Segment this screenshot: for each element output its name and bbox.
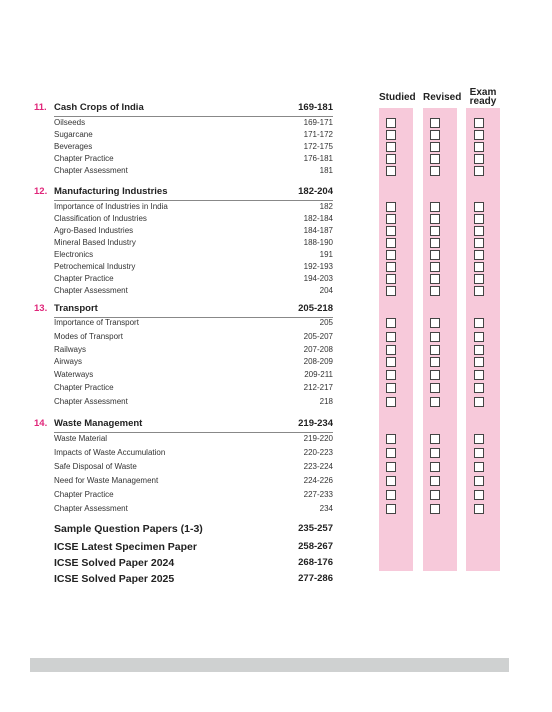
revised-checkbox[interactable] [430,383,440,393]
studied-checkbox[interactable] [386,214,396,224]
chapter-title: Waste Management [54,418,143,429]
topic-pages: 220-223 [303,448,333,457]
exam-ready-checkbox[interactable] [474,370,484,380]
topic-label: Safe Disposal of Waste [54,462,137,471]
topic-label: Waterways [54,370,94,379]
studied-checkbox[interactable] [386,357,396,367]
topic-pages: 207-208 [303,345,333,354]
exam-ready-checkbox[interactable] [474,226,484,236]
exam-ready-checkbox[interactable] [474,274,484,284]
chapter-divider [54,116,333,117]
exam-ready-checkbox[interactable] [474,383,484,393]
extra-section-pages: 258-267 [298,541,333,552]
extra-section-pages: 235-257 [298,523,333,534]
studied-checkbox[interactable] [386,345,396,355]
chapter-divider [54,432,333,433]
studied-checkbox[interactable] [386,370,396,380]
exam-ready-checkbox[interactable] [474,357,484,367]
topic-pages: 184-187 [303,226,333,235]
topic-label: Chapter Practice [54,274,114,283]
exam-ready-checkbox[interactable] [474,345,484,355]
topic-label: Petrochemical Industry [54,262,136,271]
studied-checkbox[interactable] [386,130,396,140]
topic-pages: 172-175 [303,142,333,151]
extra-section-title: ICSE Solved Paper 2025 [54,573,175,585]
exam-ready-checkbox[interactable] [474,434,484,444]
revised-checkbox[interactable] [430,397,440,407]
exam-ready-column-header [466,88,500,106]
studied-checkbox[interactable] [386,202,396,212]
topic-label: Agro-Based Industries [54,226,134,235]
chapter-title: Transport [54,303,98,314]
chapter-divider [54,200,333,201]
exam-ready-checkbox[interactable] [474,214,484,224]
exam-ready-checkbox[interactable] [474,166,484,176]
exam-ready-checkbox[interactable] [474,118,484,128]
exam-ready-checkbox[interactable] [474,142,484,152]
revised-checkbox[interactable] [430,332,440,342]
studied-checkbox[interactable] [386,448,396,458]
topic-pages: 209-211 [304,370,333,379]
topic-label: Airways [54,357,83,366]
revised-checkbox[interactable] [430,262,440,272]
topic-pages: 194-203 [303,274,333,283]
exam-ready-checkbox[interactable] [474,490,484,500]
chapter-number: 13. [34,303,48,314]
exam-ready-checkbox[interactable] [474,504,484,514]
exam-ready-checkbox[interactable] [474,262,484,272]
revised-checkbox[interactable] [430,238,440,248]
revised-checkbox[interactable] [430,462,440,472]
extra-section-title: ICSE Latest Specimen Paper [54,541,197,553]
exam-ready-checkbox[interactable] [474,397,484,407]
topic-pages: 219-220 [303,434,333,443]
chapter-pages: 205-218 [298,303,333,314]
exam-ready-checkbox[interactable] [474,332,484,342]
studied-checkbox[interactable] [386,262,396,272]
topic-pages: 227-233 [303,490,333,499]
studied-checkbox[interactable] [386,154,396,164]
topic-label: Chapter Assessment [54,286,128,295]
topic-label: Beverages [54,142,93,151]
studied-checkbox[interactable] [386,142,396,152]
chapter-title: Manufacturing Industries [54,186,168,197]
topic-label: Chapter Practice [54,490,114,499]
topic-pages: 205-207 [303,332,333,341]
topic-label: Electronics [54,250,94,259]
revised-checkbox[interactable] [430,202,440,212]
revised-checkbox[interactable] [430,118,440,128]
exam-ready-checkbox[interactable] [474,286,484,296]
revised-checkbox[interactable] [430,274,440,284]
revised-checkbox[interactable] [430,434,440,444]
topic-pages: 191 [319,250,333,259]
topic-label: Modes of Transport [54,332,123,341]
topic-label: Chapter Practice [54,154,114,163]
revised-checkbox[interactable] [430,130,440,140]
revised-checkbox[interactable] [430,357,440,367]
topic-pages: 205 [319,318,333,327]
exam-ready-checkbox[interactable] [474,154,484,164]
topic-pages: 224-226 [303,476,333,485]
revised-checkbox[interactable] [430,345,440,355]
topic-pages: 169-171 [303,118,333,127]
topic-label: Mineral Based Industry [54,238,136,247]
exam-ready-checkbox[interactable] [474,318,484,328]
topic-label: Waste Material [54,434,108,443]
extra-section-pages: 268-176 [298,557,333,568]
topic-label: Classification of Industries [54,214,147,223]
topic-label: Importance of Industries in India [54,202,168,211]
exam-ready-checkbox[interactable] [474,238,484,248]
revised-checkbox[interactable] [430,476,440,486]
topic-pages: 208-209 [303,357,333,366]
topic-label: Need for Waste Management [54,476,159,485]
chapter-pages: 182-204 [298,186,333,197]
exam-ready-line2: ready [469,96,497,107]
chapter-pages: 219-234 [298,418,333,429]
revised-checkbox[interactable] [430,166,440,176]
chapter-number: 12. [34,186,48,197]
exam-ready-checkbox[interactable] [474,250,484,260]
revised-checkbox[interactable] [430,318,440,328]
exam-ready-checkbox[interactable] [474,476,484,486]
revised-checkbox[interactable] [430,250,440,260]
revised-checkbox[interactable] [430,154,440,164]
topic-pages: 218 [319,397,333,406]
revised-checkbox[interactable] [430,286,440,296]
exam-ready-checkbox[interactable] [474,202,484,212]
studied-checkbox[interactable] [386,226,396,236]
chapter-pages: 169-181 [298,102,333,113]
revised-checkbox[interactable] [430,504,440,514]
topic-label: Chapter Assessment [54,504,128,513]
topic-pages: 204 [319,286,333,295]
studied-checkbox[interactable] [386,397,396,407]
studied-checkbox[interactable] [386,118,396,128]
exam-ready-checkbox[interactable] [474,462,484,472]
studied-checkbox[interactable] [386,274,396,284]
topic-pages: 212-217 [303,383,333,392]
topic-pages: 181 [319,166,333,175]
topic-pages: 234 [319,504,333,513]
topic-label: Impacts of Waste Accumulation [54,448,166,457]
studied-checkbox[interactable] [386,166,396,176]
studied-column-header: Studied [379,92,416,103]
revised-checkbox[interactable] [430,214,440,224]
revised-column-band [423,108,457,571]
topic-label: Chapter Assessment [54,397,128,406]
topic-pages: 171-172 [303,130,333,139]
exam-ready-checkbox[interactable] [474,448,484,458]
revised-checkbox[interactable] [430,448,440,458]
studied-column-band [379,108,413,571]
topic-label: Chapter Assessment [54,166,128,175]
studied-checkbox[interactable] [386,286,396,296]
studied-checkbox[interactable] [386,332,396,342]
topic-pages: 182 [319,202,333,211]
studied-checkbox[interactable] [386,476,396,486]
revised-checkbox[interactable] [430,226,440,236]
exam-ready-checkbox[interactable] [474,130,484,140]
revised-checkbox[interactable] [430,370,440,380]
topic-label: Importance of Transport [54,318,139,327]
revised-checkbox[interactable] [430,490,440,500]
topic-label: Sugarcane [54,130,93,139]
studied-checkbox[interactable] [386,383,396,393]
revised-checkbox[interactable] [430,142,440,152]
topic-pages: 188-190 [303,238,333,247]
chapter-number: 14. [34,418,48,429]
studied-checkbox[interactable] [386,238,396,248]
studied-checkbox[interactable] [386,462,396,472]
extra-section-title: Sample Question Papers (1-3) [54,523,203,535]
footer-bar [30,658,509,672]
topic-label: Railways [54,345,87,354]
extra-section-title: ICSE Solved Paper 2024 [54,557,175,569]
topic-pages: 192-193 [303,262,333,271]
topic-pages: 182-184 [303,214,333,223]
studied-checkbox[interactable] [386,504,396,514]
topic-pages: 176-181 [303,154,333,163]
studied-checkbox[interactable] [386,490,396,500]
topic-pages: 223-224 [303,462,333,471]
studied-checkbox[interactable] [386,250,396,260]
studied-checkbox[interactable] [386,318,396,328]
chapter-title: Cash Crops of India [54,102,144,113]
topic-label: Chapter Practice [54,383,114,392]
extra-section-pages: 277-286 [298,573,333,584]
topic-label: Oilseeds [54,118,86,127]
exam-ready-line1: Exam [469,87,497,98]
chapter-number: 11. [34,102,47,113]
studied-checkbox[interactable] [386,434,396,444]
revised-column-header: Revised [423,92,462,103]
